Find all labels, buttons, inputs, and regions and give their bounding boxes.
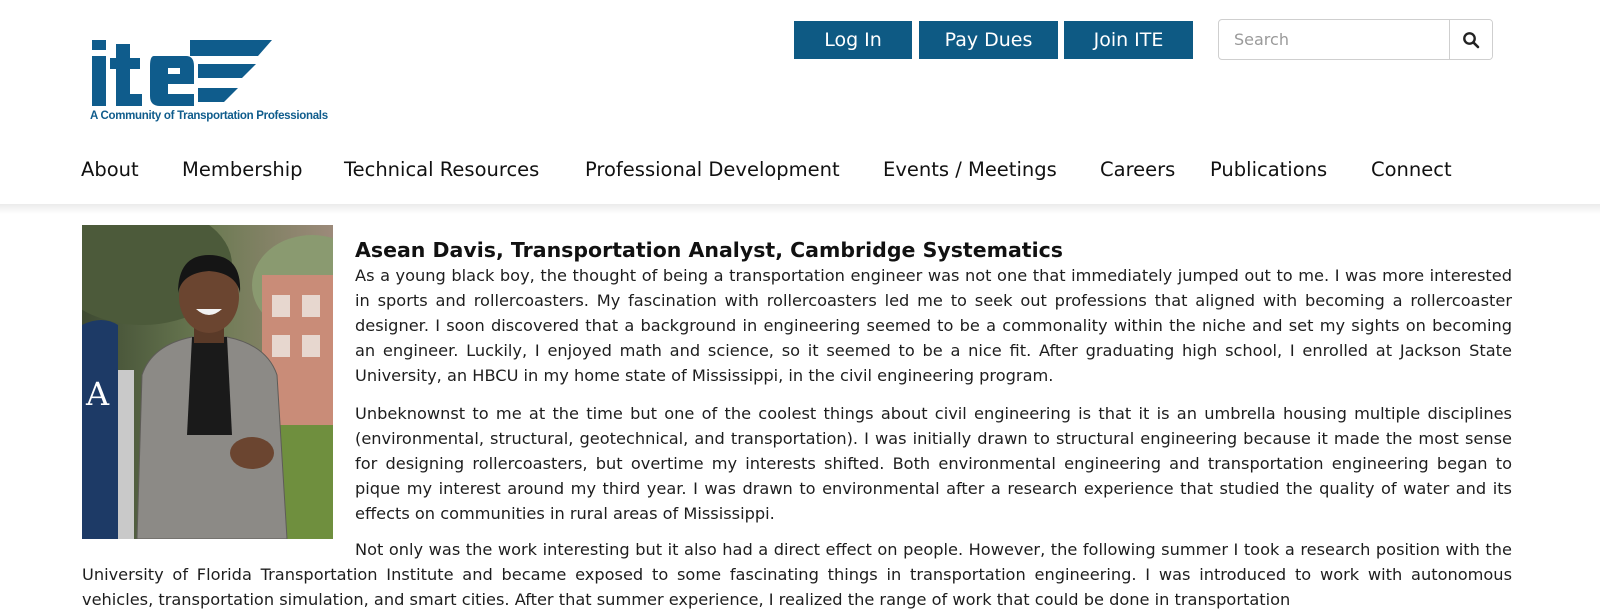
search-input[interactable] [1219,20,1449,59]
nav-item-membership[interactable]: Membership [182,158,303,181]
profile-photo [82,225,333,539]
article-paragraph: Unbeknownst to me at the time but one of the coolest things about civil engineering is that it is an umbrella housing multiple disciplines (environmental, structural, geotechnical, and transportation). I was initially drawn to structural engineering because it made the most sense for designing rollercoasters, but overtime my interests shifted. Both environmental engineering and transportation engineering began to pique my interest around my third year. I was drawn to environmental after a research experience that studied the quality of water and its effects on communities in rural areas of Mississippi. [355,404,1512,523]
svg-text:A: A [86,375,110,413]
join-ite-button[interactable]: Join ITE [1064,21,1193,59]
logo-tagline: A Community of Transportation Professionals [90,110,328,122]
article-paragraph: As a young black boy, the thought of being a transportation engineer was not one that immediately jumped out to me. I was more interested in sports and rollercoasters. My fascination with rollercoasters led me to seek out professions that aligned with becoming a rollercoaster designer. I soon discovered that a background in engineering seemed to be a commonality within the niche and set my sights on becoming an engineer. Luckily, I enjoyed math and science, so it seemed to be a nice fit. After graduating high school, I enrolled at Jackson State University, an HBCU in my home state of Mississippi, in the civil engineering program. [355,266,1512,385]
search-button[interactable] [1449,20,1492,59]
nav-item-connect[interactable]: Connect [1371,158,1452,181]
search-icon [1462,31,1480,49]
nav-item-publications[interactable]: Publications [1210,158,1328,181]
nav-item-careers[interactable]: Careers [1100,158,1176,181]
nav-item-professional-development[interactable]: Professional Development [585,158,840,181]
login-button[interactable]: Log In [794,21,912,59]
article-title: Asean Davis, Transportation Analyst, Cambridge Systematics [355,237,1063,262]
article-paragraph: Not only was the work interesting but it also had a direct effect on people. However, the following summer I took a research position with the University of Florida Transportation Institute and became exposed to some fascinating things in transportation engineering. I was introduced to work with autonomous vehicles, transportation simulation, and smart cities. After that summer experience, I realized the range of work that could be done in transportation [82,540,1512,609]
ite-logo-mark [90,38,330,110]
nav-item-technical-resources[interactable]: Technical Resources [344,158,540,181]
header-divider [0,204,1600,214]
search-box [1218,19,1493,60]
site-header [0,0,1600,204]
nav-item-events-meetings[interactable]: Events / Meetings [883,158,1057,181]
main-nav [0,158,1600,186]
pay-dues-button[interactable]: Pay Dues [919,21,1058,59]
nav-item-about[interactable]: About [81,158,139,181]
ite-logo[interactable] [90,38,330,128]
